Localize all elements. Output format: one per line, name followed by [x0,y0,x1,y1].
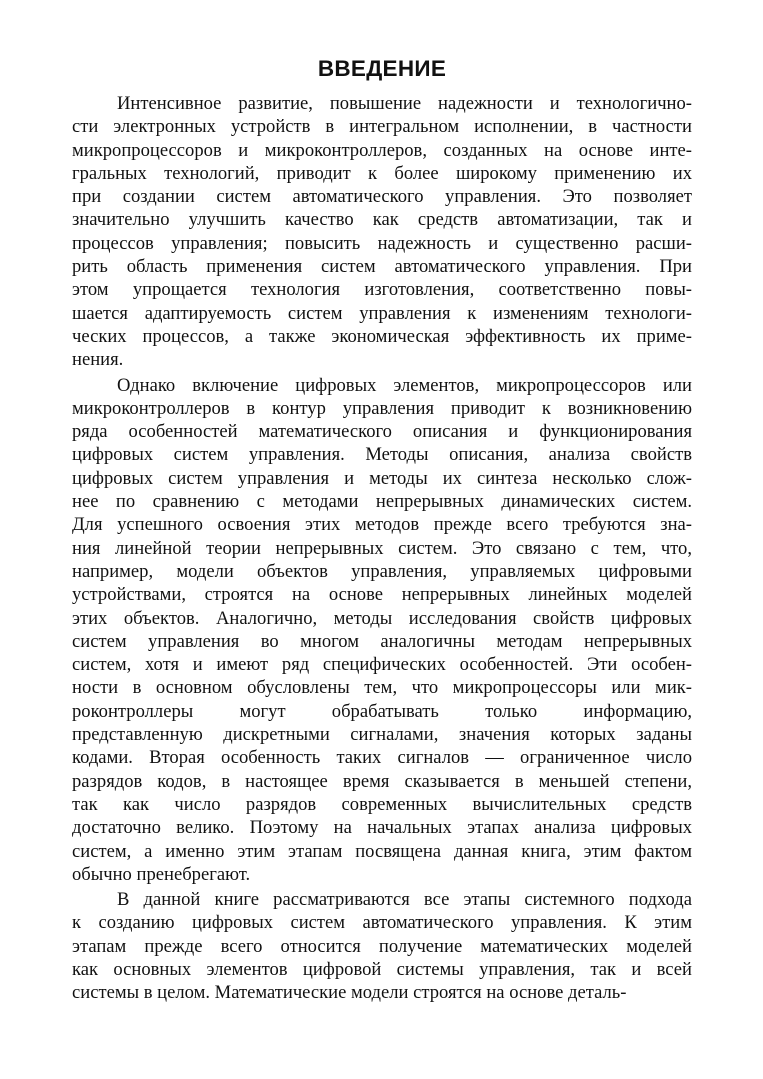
text-line: нения. [72,349,124,371]
text-line: систем, а именно этим этапам посвящена данная книга, этим фактом [72,840,692,862]
text-line: как основных элементов цифровой системы управления, так и всей [72,958,692,980]
text-line: например, модели объектов управления, управляемых цифровыми [72,560,692,582]
text-line: роконтроллеры могут обрабатывать только информацию, [72,700,692,722]
text-line: ности в основном обусловлены тем, что микропроцессоры или мик- [72,677,692,699]
text-line: В данной книге рассматриваются все этапы системного подхода [117,889,692,911]
text-line: шается адаптируемость систем управления к изменениям технологи- [72,302,692,324]
text-line: сти электронных устройств в интегральном исполнении, в частности [72,116,692,138]
text-line: Для успешного освоения этих методов прежде всего требуются зна- [72,514,692,536]
text-line: систем управления во многом аналогичны методам непрерывных [72,630,692,652]
body-text [72,92,692,1005]
text-line: достаточно велико. Поэтому на начальных этапах анализа цифровых [72,817,692,839]
paragraph [72,92,692,372]
chapter-title: ВВЕДЕНИЕ [317,56,447,81]
text-line: цифровых систем управления и методы их синтеза несколько слож- [72,467,692,489]
text-line: разрядов кодов, в настоящее время сказывается в меньшей степени, [72,770,692,792]
text-line: нее по сравнению с методами непрерывных динамических систем. [72,491,692,513]
text-line: Однако включение цифровых элементов, микропроцессоров или [117,374,692,396]
text-line: микроконтроллеров в контур управления приводит к возникновению [72,397,692,419]
text-line: системы в целом. Математические модели строятся на основе деталь- [72,982,627,1004]
paragraph [72,888,692,1004]
text-line: систем, хотя и имеют ряд специфических особенностей. Эти особен- [72,654,692,676]
text-line: так как число разрядов современных вычислительных средств [72,793,692,815]
text-line: этапам прежде всего относится получение математических моделей [72,935,692,957]
text-line: кодами. Вторая особенность таких сигналов — ограниченное число [72,747,692,769]
text-line: процессов управления; повысить надежность и существенно расши- [72,232,692,254]
text-line: к созданию цифровых систем автоматического управления. К этим [72,912,692,934]
text-line: цифровых систем управления. Методы описания, анализа свойств [72,444,692,466]
text-line: рить область применения систем автоматического управления. При [72,256,692,278]
text-line: гральных технологий, приводит к более широкому применению их [72,162,692,184]
text-line: представленную дискретными сигналами, значения которых заданы [72,724,692,746]
paragraph [72,374,692,887]
text-line: значительно улучшить качество как средств автоматизации, так и [72,209,692,231]
text-line: ряда особенностей математического описания и функционирования [72,421,692,443]
text-line: устройствами, строятся на основе непрерывных линейных моделей [72,584,692,606]
text-line: этих объектов. Аналогично, методы исследования свойств цифровых [72,607,692,629]
text-line: при создании систем автоматического управления. Это позволяет [72,186,692,208]
text-line: ния линейной теории непрерывных систем. Это связано с тем, что, [72,537,692,559]
text-line: этом упрощается технология изготовления, соответственно повы- [72,279,692,301]
text-line: Интенсивное развитие, повышение надежности и технологично- [117,93,692,114]
text-line: микропроцессоров и микроконтроллеров, созданных на основе инте- [72,139,692,161]
document-page [72,54,692,1005]
text-line: ческих процессов, а также экономическая эффективность их приме- [72,325,692,347]
text-line: обычно пренебрегают. [72,863,251,885]
